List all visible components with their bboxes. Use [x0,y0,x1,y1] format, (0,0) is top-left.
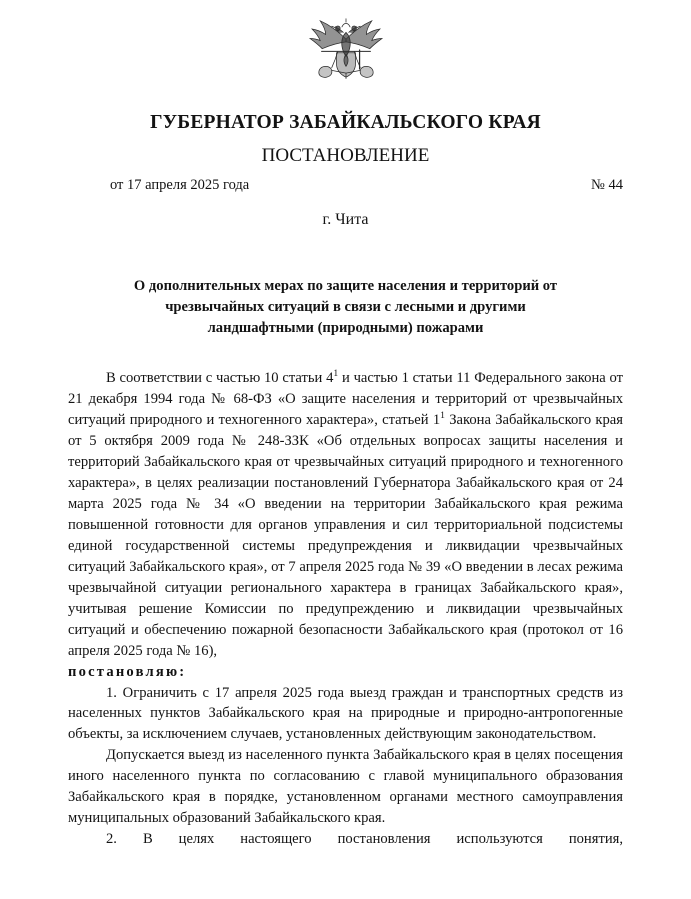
document-body [68,368,623,871]
document-number: № 44 [591,177,623,194]
clause-1: 1. Ограничить с 17 апреля 2025 года выезд граждан и транспортных средств из населенных пунктов Забайкальского края на природные и природно-антропогенные объекты, за исключением случаев, установленных действующим законодательством. [68,684,623,743]
footnote-marker-2: 1 [440,410,445,422]
clause-2: 2. В целях настоящего постановления используются понятия, [106,831,623,848]
clause-1-paragraph-2: Допускается выезд из населенного пункта Забайкальского края в целях посещения иного населенного пункта по согласованию с главой муниципального образования Забайкальского края в порядке, установленном органами местного самоуправления муниципальных образований Забайкальского края. [68,747,623,827]
footnote-marker-1: 1 [333,368,339,380]
coat-of-arms-emblem [305,12,387,84]
document-date: от 17 апреля 2025 года [110,177,250,194]
preamble-part-3: Закона Забайкальского края от 5 октября 2009 года № 248-ЗЗК «Об отдельных вопросах защиты населения и территорий Забайкальского края от чрезвычайных ситуаций природного и техногенного характера», в целях реализации постановлений Губернатора Забайкальского края от 24 марта 2025 года № 34 «О введении на территории Забайкальского края режима повышенной готовности для органов управления и сил территориальной подсистемы единой государственной системы предупреждения и ликвидации чрезвычайных ситуаций Забайкальского края», от 7 апреля 2025 года № 39 «О введении в лесах режима чрезвычайной ситуации регионального характера в границах Забайкальского края», учитывая решение Комиссии по предупреждению и ликвидации чрезвычайных ситуаций и обеспечению пожарной безопасности Забайкальского края (протокол от 16 апреля 2025 года № 16), [68,412,624,659]
preamble-part-2: и частью 1 статьи 11 Федерального закона от 21 декабря 1994 года № 68-ФЗ «О защите населения и территорий от чрезвычайных ситуаций природного и техногенного характера», статьей 1 [68,370,623,429]
document-kind: ПОСТАНОВЛЕНИЕ [261,145,430,167]
emblem-container [68,0,623,84]
preamble-paragraph [68,368,623,661]
document-meta [68,177,623,197]
preamble-part-1: В соответствии с частью 10 статьи 4 [106,370,334,387]
resolve-line [68,662,623,683]
page-title: ГУБЕРНАТОР ЗАБАЙКАЛЬСКОГО КРАЯ [150,112,541,133]
document-city: г. Чита [322,211,369,229]
document-subject: О дополнительных мерах по защите населения и территорий от чрезвычайных ситуаций в связи с лесными и другими ландшафтными (природными) пожарами [133,278,558,336]
resolve-word: постановляю: [68,663,187,680]
